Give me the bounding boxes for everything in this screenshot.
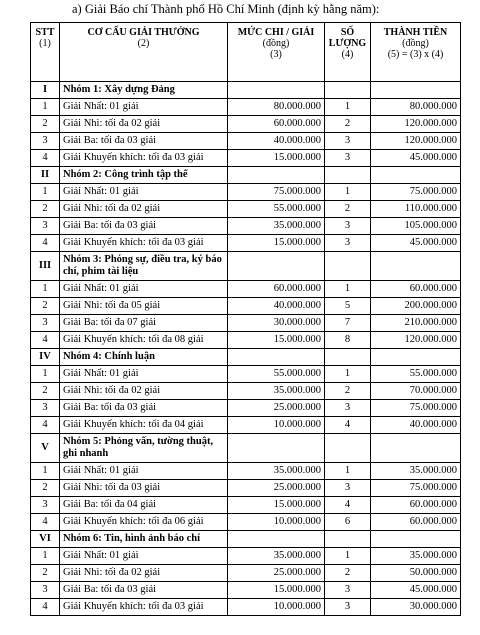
row-amount: 15.000.000 — [228, 235, 325, 252]
group-name: Nhóm 2: Công trình tập thể — [60, 167, 228, 184]
header-amount-unit: (đồng) — [262, 38, 290, 49]
row-award: Giải Nhì: tối đa 02 giải — [60, 201, 228, 218]
group-qty-cell — [325, 531, 371, 548]
row-award: Giải Ba: tối đa 03 giải — [60, 218, 228, 235]
row-award: Giải Ba: tối đa 04 giải — [60, 497, 228, 514]
row-stt: 3 — [31, 133, 60, 150]
row-award: Giải Ba: tối đa 07 giải — [60, 315, 228, 332]
group-total-cell — [371, 349, 461, 366]
table-body — [31, 82, 461, 616]
row-award: Giải Nhất: 01 giải — [60, 366, 228, 383]
group-amount-cell — [228, 82, 325, 99]
row-total: 120.000.000 — [371, 133, 461, 150]
header-amount — [228, 23, 325, 82]
table-row — [31, 480, 461, 497]
group-amount-cell — [228, 434, 325, 463]
group-amount-cell — [228, 167, 325, 184]
row-total: 45.000.000 — [371, 150, 461, 167]
row-total: 120.000.000 — [371, 116, 461, 133]
row-total: 210.000.000 — [371, 315, 461, 332]
group-qty-cell — [325, 434, 371, 463]
row-quantity: 3 — [325, 400, 371, 417]
row-quantity: 1 — [325, 548, 371, 565]
row-stt: 3 — [31, 315, 60, 332]
group-qty-cell — [325, 349, 371, 366]
row-award: Giải Nhì: tối đa 03 giải — [60, 480, 228, 497]
table-caption: a) Giải Báo chí Thành phố Hồ Chí Minh (định kỳ hằng năm): — [72, 2, 380, 16]
header-structure-title: CƠ CẤU GIẢI THƯỞNG — [87, 27, 200, 38]
row-stt: 1 — [31, 99, 60, 116]
group-row — [31, 82, 461, 99]
row-amount: 80.000.000 — [228, 99, 325, 116]
row-quantity: 3 — [325, 218, 371, 235]
table-row — [31, 133, 461, 150]
row-award: Giải Khuyến khích: tối đa 06 giải — [60, 514, 228, 531]
row-quantity: 2 — [325, 116, 371, 133]
row-stt: 2 — [31, 298, 60, 315]
row-stt: 4 — [31, 599, 60, 616]
header-total — [371, 23, 461, 82]
header-structure — [60, 23, 228, 82]
row-total: 55.000.000 — [371, 366, 461, 383]
header-quantity-sub: (4) — [341, 49, 354, 60]
group-name: Nhóm 1: Xây dựng Đảng — [60, 82, 228, 99]
row-total: 200.000.000 — [371, 298, 461, 315]
row-quantity: 3 — [325, 133, 371, 150]
row-award: Giải Nhì: tối đa 02 giải — [60, 383, 228, 400]
row-total: 50.000.000 — [371, 565, 461, 582]
row-award: Giải Nhất: 01 giải — [60, 281, 228, 298]
row-amount: 10.000.000 — [228, 417, 325, 434]
row-amount: 55.000.000 — [228, 201, 325, 218]
table-row — [31, 599, 461, 616]
header-quantity-title: SỐ LƯỢNG — [328, 27, 367, 49]
group-total-cell — [371, 82, 461, 99]
table-row — [31, 99, 461, 116]
header-stt-sub: (1) — [39, 38, 51, 49]
row-quantity: 3 — [325, 582, 371, 599]
row-quantity: 1 — [325, 281, 371, 298]
row-quantity: 3 — [325, 235, 371, 252]
table-row — [31, 184, 461, 201]
group-name: Nhóm 5: Phỏng vấn, tường thuật, ghi nhanh — [60, 434, 228, 463]
table-row — [31, 417, 461, 434]
row-amount: 15.000.000 — [228, 497, 325, 514]
row-award: Giải Nhì: tối đa 02 giải — [60, 116, 228, 133]
row-quantity: 5 — [325, 298, 371, 315]
table-row — [31, 281, 461, 298]
row-award: Giải Nhất: 01 giải — [60, 548, 228, 565]
table-row — [31, 514, 461, 531]
row-award: Giải Ba: tối đa 03 giải — [60, 400, 228, 417]
row-stt: 3 — [31, 400, 60, 417]
row-amount: 40.000.000 — [228, 298, 325, 315]
header-total-title: THÀNH TIỀN — [383, 27, 448, 38]
row-total: 75.000.000 — [371, 480, 461, 497]
row-stt: 1 — [31, 281, 60, 298]
row-amount: 15.000.000 — [228, 332, 325, 349]
row-amount: 60.000.000 — [228, 281, 325, 298]
row-total: 60.000.000 — [371, 281, 461, 298]
row-quantity: 2 — [325, 565, 371, 582]
row-quantity: 3 — [325, 599, 371, 616]
group-amount-cell — [228, 349, 325, 366]
row-stt: 4 — [31, 417, 60, 434]
row-amount: 35.000.000 — [228, 463, 325, 480]
award-table — [30, 22, 461, 616]
group-stt: II — [31, 167, 60, 184]
row-award: Giải Nhất: 01 giải — [60, 463, 228, 480]
header-total-sub: (5) = (3) x (4) — [387, 49, 444, 60]
table-row — [31, 463, 461, 480]
row-total: 45.000.000 — [371, 582, 461, 599]
row-total: 60.000.000 — [371, 514, 461, 531]
row-stt: 2 — [31, 480, 60, 497]
row-stt: 1 — [31, 366, 60, 383]
table-row — [31, 400, 461, 417]
group-amount-cell — [228, 252, 325, 281]
row-total: 35.000.000 — [371, 463, 461, 480]
group-row — [31, 434, 461, 463]
header-structure-sub: (2) — [137, 38, 150, 49]
group-total-cell — [371, 167, 461, 184]
row-quantity: 2 — [325, 201, 371, 218]
row-quantity: 1 — [325, 463, 371, 480]
row-quantity: 3 — [325, 150, 371, 167]
header-quantity — [325, 23, 371, 82]
table-row — [31, 218, 461, 235]
row-amount: 10.000.000 — [228, 599, 325, 616]
row-total: 105.000.000 — [371, 218, 461, 235]
row-quantity: 2 — [325, 383, 371, 400]
row-stt: 2 — [31, 565, 60, 582]
row-quantity: 1 — [325, 99, 371, 116]
header-total-unit: (đồng) — [402, 38, 429, 49]
row-stt: 4 — [31, 150, 60, 167]
table-row — [31, 116, 461, 133]
group-total-cell — [371, 434, 461, 463]
group-total-cell — [371, 531, 461, 548]
row-award: Giải Khuyến khích: tối đa 08 giải — [60, 332, 228, 349]
row-amount: 15.000.000 — [228, 582, 325, 599]
row-total: 75.000.000 — [371, 184, 461, 201]
row-stt: 2 — [31, 201, 60, 218]
row-total: 30.000.000 — [371, 599, 461, 616]
row-amount: 10.000.000 — [228, 514, 325, 531]
table-row — [31, 332, 461, 349]
row-amount: 35.000.000 — [228, 383, 325, 400]
group-name: Nhóm 4: Chính luận — [60, 349, 228, 366]
row-amount: 30.000.000 — [228, 315, 325, 332]
row-amount: 75.000.000 — [228, 184, 325, 201]
table-row — [31, 235, 461, 252]
row-total: 120.000.000 — [371, 332, 461, 349]
row-award: Giải Ba: tối đa 03 giải — [60, 582, 228, 599]
row-award: Giải Nhì: tối đa 05 giải — [60, 298, 228, 315]
row-stt: 3 — [31, 218, 60, 235]
table-row — [31, 298, 461, 315]
group-qty-cell — [325, 82, 371, 99]
row-quantity: 8 — [325, 332, 371, 349]
row-stt: 4 — [31, 514, 60, 531]
row-stt: 3 — [31, 497, 60, 514]
row-amount: 35.000.000 — [228, 548, 325, 565]
group-amount-cell — [228, 531, 325, 548]
group-row — [31, 252, 461, 281]
row-stt: 3 — [31, 582, 60, 599]
table-row — [31, 582, 461, 599]
row-quantity: 7 — [325, 315, 371, 332]
row-amount: 55.000.000 — [228, 366, 325, 383]
group-row — [31, 167, 461, 184]
row-award: Giải Nhất: 01 giải — [60, 99, 228, 116]
row-total: 110.000.000 — [371, 201, 461, 218]
row-award: Giải Ba: tối đa 03 giải — [60, 133, 228, 150]
row-amount: 25.000.000 — [228, 565, 325, 582]
table-row — [31, 366, 461, 383]
row-quantity: 1 — [325, 184, 371, 201]
group-row — [31, 531, 461, 548]
group-stt: IV — [31, 349, 60, 366]
group-stt: III — [31, 252, 60, 281]
row-award: Giải Nhì: tối đa 02 giải — [60, 565, 228, 582]
table-row — [31, 150, 461, 167]
group-name: Nhóm 6: Tin, hình ảnh báo chí — [60, 531, 228, 548]
table-row — [31, 497, 461, 514]
group-row — [31, 349, 461, 366]
row-award: Giải Khuyến khích: tối đa 04 giải — [60, 417, 228, 434]
header-amount-title: MỨC CHI / GIẢI — [237, 27, 315, 38]
header-amount-sub: (3) — [270, 49, 282, 60]
table-row — [31, 315, 461, 332]
group-stt: V — [31, 434, 60, 463]
group-total-cell — [371, 252, 461, 281]
row-award: Giải Khuyến khích: tối đa 03 giải — [60, 150, 228, 167]
row-stt: 4 — [31, 332, 60, 349]
row-total: 80.000.000 — [371, 99, 461, 116]
row-quantity: 3 — [325, 480, 371, 497]
group-stt: VI — [31, 531, 60, 548]
group-name: Nhóm 3: Phóng sự, điều tra, ký báo chí, phim tài liệu — [60, 252, 228, 281]
table-row — [31, 383, 461, 400]
group-qty-cell — [325, 167, 371, 184]
row-amount: 35.000.000 — [228, 218, 325, 235]
row-award: Giải Khuyến khích: tối đa 03 giải — [60, 235, 228, 252]
header-stt — [31, 23, 60, 82]
row-amount: 25.000.000 — [228, 480, 325, 497]
row-award: Giải Khuyến khích: tối đa 03 giải — [60, 599, 228, 616]
group-qty-cell — [325, 252, 371, 281]
row-quantity: 6 — [325, 514, 371, 531]
row-stt: 1 — [31, 548, 60, 565]
row-amount: 15.000.000 — [228, 150, 325, 167]
row-amount: 40.000.000 — [228, 133, 325, 150]
row-stt: 1 — [31, 463, 60, 480]
table-row — [31, 201, 461, 218]
row-stt: 1 — [31, 184, 60, 201]
row-total: 35.000.000 — [371, 548, 461, 565]
row-stt: 2 — [31, 383, 60, 400]
row-amount: 60.000.000 — [228, 116, 325, 133]
row-total: 60.000.000 — [371, 497, 461, 514]
row-total: 40.000.000 — [371, 417, 461, 434]
row-award: Giải Nhất: 01 giải — [60, 184, 228, 201]
table-row — [31, 565, 461, 582]
row-quantity: 4 — [325, 497, 371, 514]
table-row — [31, 548, 461, 565]
row-total: 70.000.000 — [371, 383, 461, 400]
header-row — [31, 23, 461, 82]
row-quantity: 1 — [325, 366, 371, 383]
row-stt: 2 — [31, 116, 60, 133]
row-quantity: 4 — [325, 417, 371, 434]
group-stt: I — [31, 82, 60, 99]
row-stt: 4 — [31, 235, 60, 252]
row-total: 45.000.000 — [371, 235, 461, 252]
row-amount: 25.000.000 — [228, 400, 325, 417]
header-stt-title: STT — [35, 27, 55, 38]
row-total: 75.000.000 — [371, 400, 461, 417]
